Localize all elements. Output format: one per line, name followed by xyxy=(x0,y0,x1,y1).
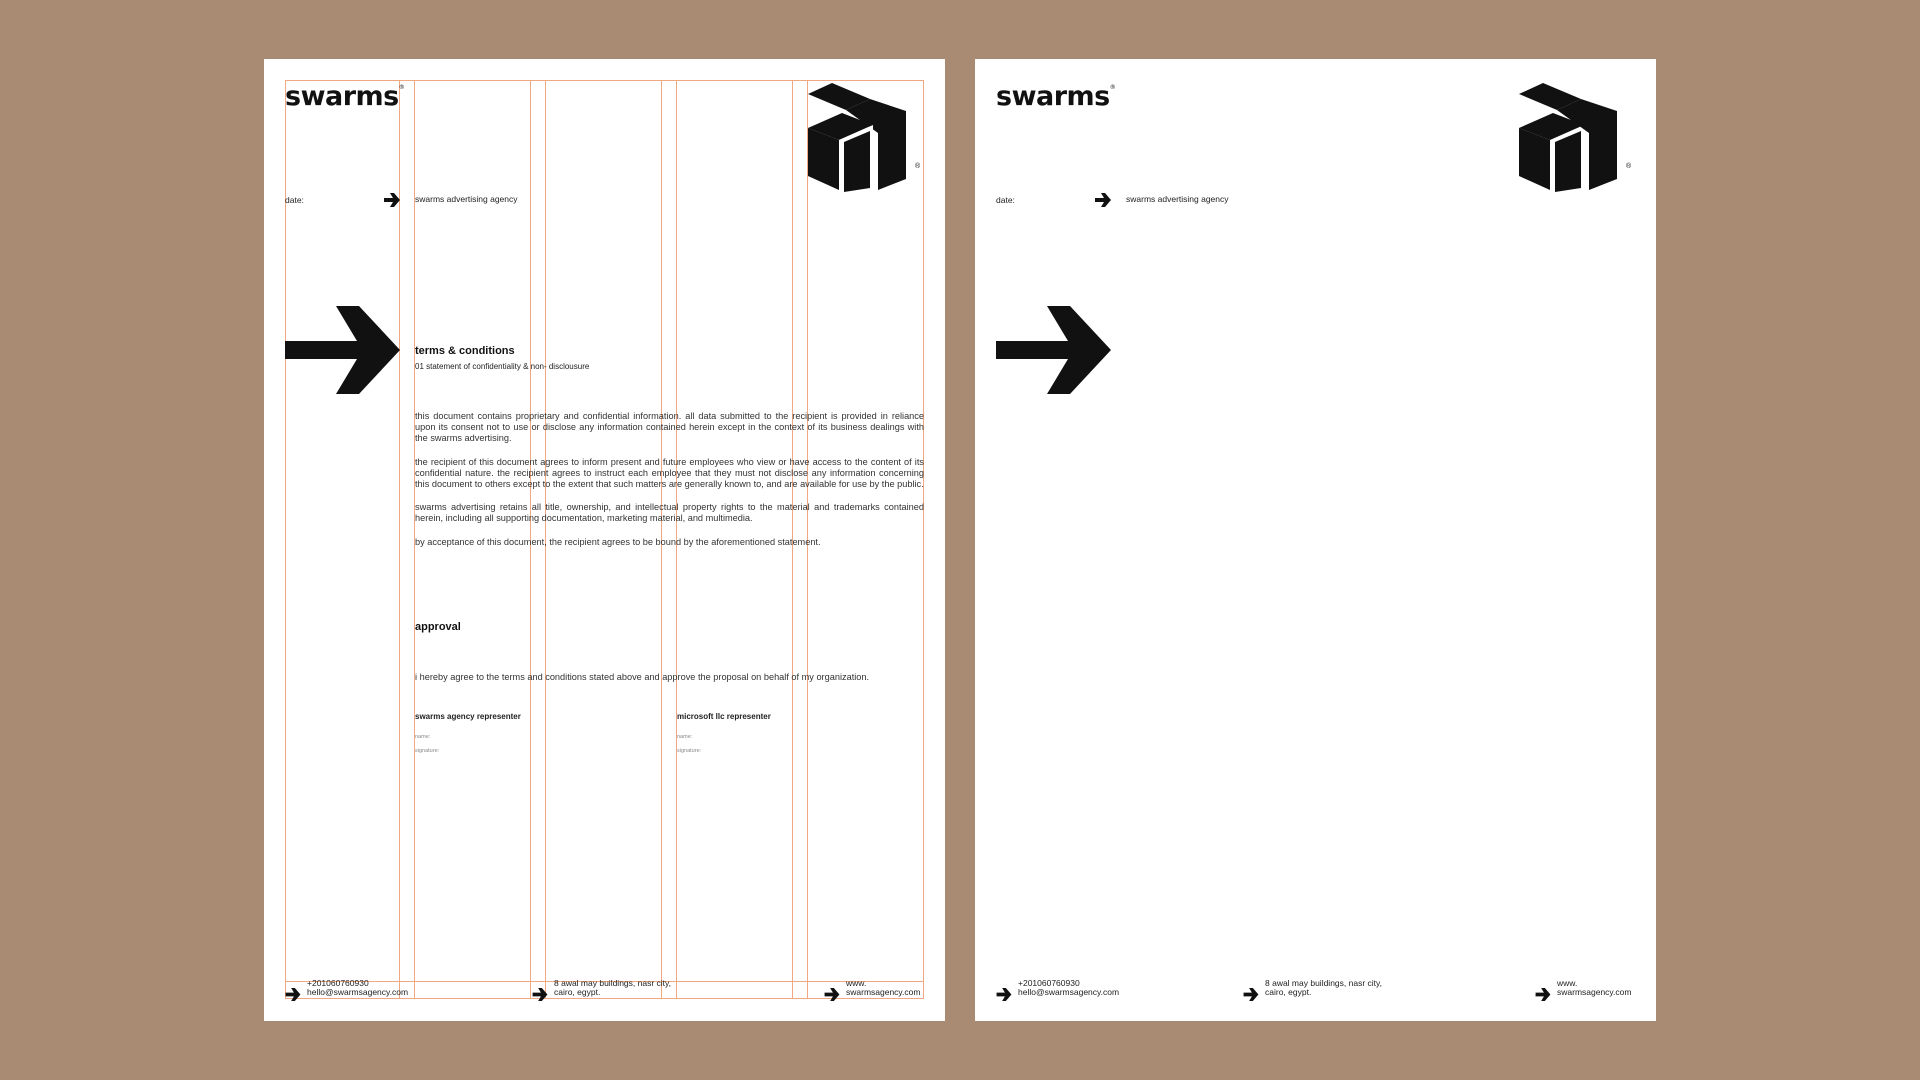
footer-contact xyxy=(1018,979,1119,997)
footer-web-line2: swarmsagency.com xyxy=(1557,987,1632,997)
paragraph: by acceptance of this document, the recipient agrees to be bound by the aforementioned statement. xyxy=(415,536,821,547)
letterhead-with-guides xyxy=(264,59,945,1021)
guide-gutter-1 xyxy=(399,80,415,999)
footer-email: hello@swarmsagency.com xyxy=(307,987,409,997)
approval-text: i hereby agree to the terms and conditions stated above and approve the proposal on behalf of my organization. xyxy=(415,672,870,682)
arrow-right-icon xyxy=(384,193,400,207)
footer-email: hello@swarmsagency.com xyxy=(1018,987,1120,997)
logo-reg-mark: ® xyxy=(1626,163,1632,170)
cube-logo-icon xyxy=(1519,80,1639,194)
arrow-right-icon xyxy=(996,988,1012,1001)
footer-phone: +201060760930 xyxy=(1018,978,1080,988)
footer-contact xyxy=(307,979,408,997)
cube-logo-icon xyxy=(808,80,928,194)
footer-website xyxy=(1557,979,1631,997)
paragraph: the recipient of this document agrees to inform present and future employees who view or have access to the content of its confidential nature. the recipient agrees to instruct each employee that they must not disclose any information concerning this document to others except to the extent that such matters are generally known to, and are available for use by the public. xyxy=(415,456,924,490)
arrow-right-icon xyxy=(532,988,548,1001)
brand-wordmark: swarms® xyxy=(996,81,1116,112)
rep-right-name-label: name: xyxy=(677,734,693,740)
arrow-right-icon xyxy=(1535,988,1551,1001)
arrow-right-icon xyxy=(996,306,1111,394)
agency-name: swarms advertising agency xyxy=(415,194,518,204)
terms-body xyxy=(415,411,924,560)
footer-address-line1: 8 awal may buildings, nasr city, xyxy=(1265,978,1383,988)
agency-name: swarms advertising agency xyxy=(1126,194,1229,204)
footer-web-line1: www. xyxy=(846,978,867,988)
arrow-right-icon xyxy=(285,306,400,394)
rep-left-title: swarms agency representer xyxy=(415,712,521,721)
footer-web-line2: swarmsagency.com xyxy=(846,987,921,997)
rep-right-signature-label: signature: xyxy=(677,748,702,754)
rep-left-signature-label: signature: xyxy=(415,748,440,754)
arrow-right-icon xyxy=(285,988,301,1001)
footer-web-line1: www. xyxy=(1557,978,1578,988)
footer-website xyxy=(846,979,920,997)
terms-subtitle: 01 statement of confidentiality & non- disclousure xyxy=(415,362,590,371)
footer-address-line2: cairo, egypt. xyxy=(1265,987,1312,997)
paragraph: this document contains proprietary and confidential information. all data submitted to the recipient is provided in reliance upon its consent not to use or disclose any information contained herein except in the context of its business dealings with the swarms advertising. xyxy=(415,411,924,444)
logo-reg-mark: ® xyxy=(915,163,921,170)
arrow-right-icon xyxy=(824,988,840,1001)
approval-title: approval xyxy=(415,621,461,633)
arrow-right-icon xyxy=(1243,988,1259,1001)
footer-address-line2: cairo, egypt. xyxy=(554,987,601,997)
letterhead-blank xyxy=(975,59,1656,1021)
footer-address xyxy=(1265,979,1382,997)
date-label: date: xyxy=(996,195,1015,205)
date-label: date: xyxy=(285,195,304,205)
footer-phone: +201060760930 xyxy=(307,978,369,988)
terms-title: terms & conditions xyxy=(415,345,515,357)
footer-address-line1: 8 awal may buildings, nasr city, xyxy=(554,978,672,988)
footer-address xyxy=(554,979,671,997)
rep-right-title: microsoft llc representer xyxy=(677,712,771,721)
rep-left-name-label: name: xyxy=(415,734,431,740)
paragraph: swarms advertising retains all title, ownership, and intellectual property rights to the material and trademarks contained herein, including all supporting documentation, marketing material, and multimedia. xyxy=(415,502,924,524)
arrow-right-icon xyxy=(1095,193,1111,207)
brand-wordmark: swarms® xyxy=(285,81,405,112)
